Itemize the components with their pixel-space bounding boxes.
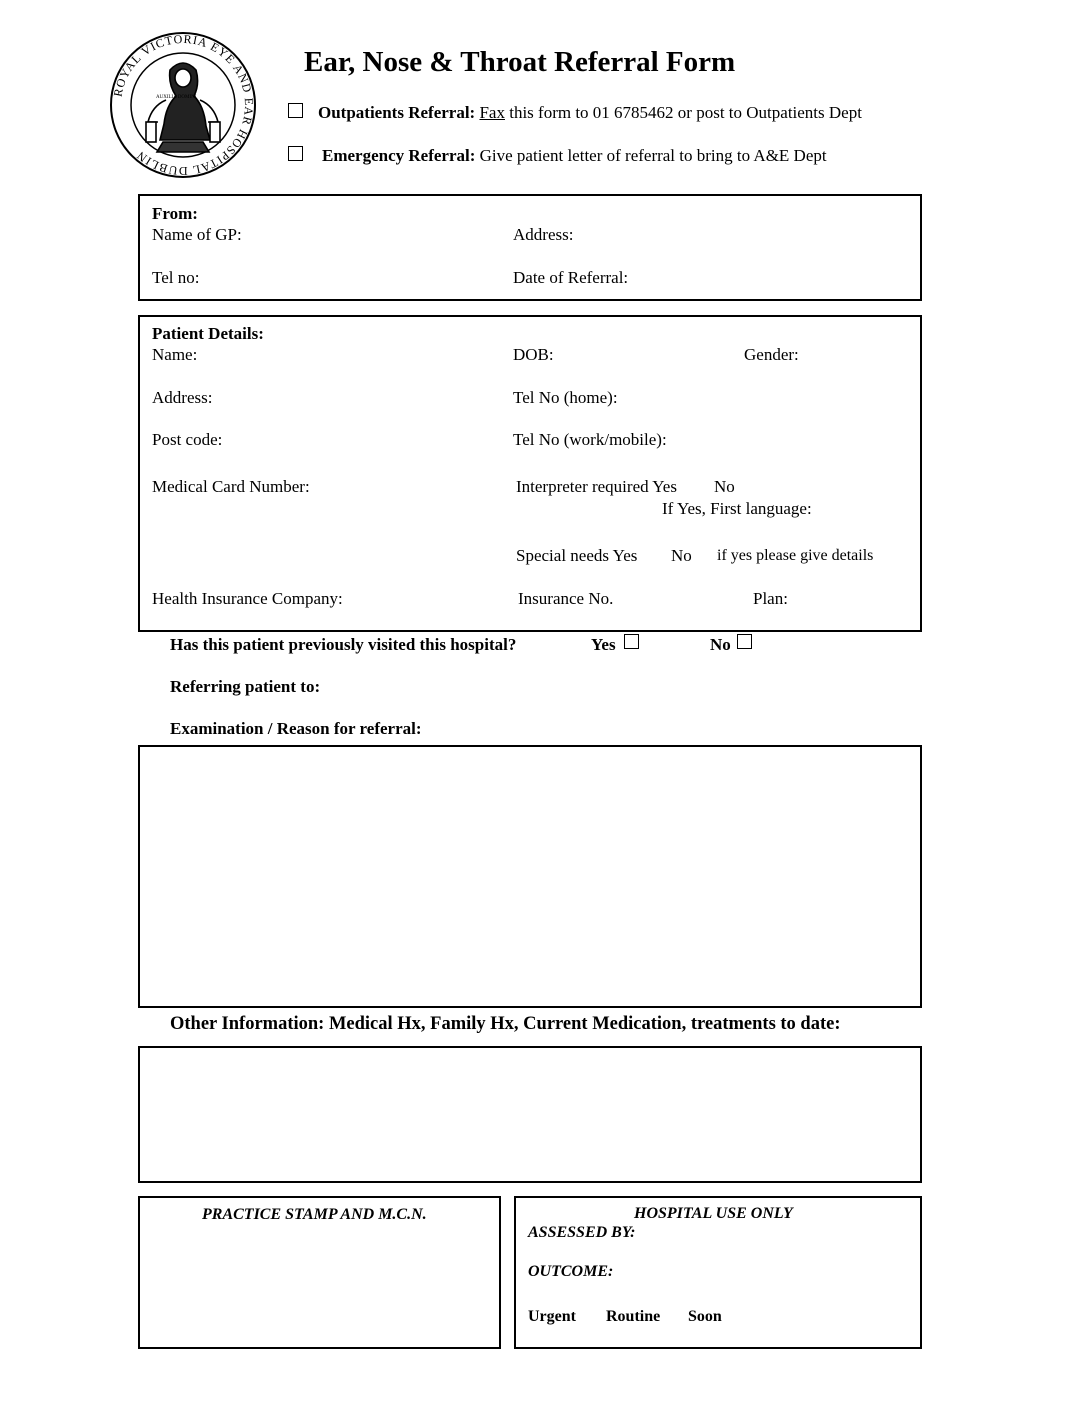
patient-address-label: Address: xyxy=(152,388,213,407)
hospital-seal-logo xyxy=(108,30,258,180)
interpreter-no-label: No xyxy=(714,477,735,496)
gp-address-label: Address: xyxy=(513,225,574,244)
emergency-referral-checkbox[interactable] xyxy=(288,146,303,166)
tel-home-label: Tel No (home): xyxy=(513,388,618,407)
emergency-referral-label: Emergency Referral: xyxy=(322,146,476,165)
examination-reason-field[interactable] xyxy=(138,745,922,1008)
hospital-use-only-heading: HOSPITAL USE ONLY xyxy=(634,1205,793,1222)
other-information-label: Other Information: Medical Hx, Family Hx, Current Medication, treatments to date: xyxy=(170,1014,841,1034)
outcome-routine[interactable]: Routine xyxy=(606,1308,661,1325)
emergency-referral-text xyxy=(322,147,827,164)
outpatients-referral-text xyxy=(318,104,862,121)
outpatients-referral-label: Outpatients Referral: xyxy=(318,103,476,122)
outpatients-referral-instructions: this form to 01 6785462 or post to Outpatients Dept xyxy=(504,103,862,122)
date-of-referral-label: Date of Referral: xyxy=(513,268,629,287)
dob-label: DOB: xyxy=(513,345,554,364)
form-title: Ear, Nose & Throat Referral Form xyxy=(304,46,736,78)
previous-visit-no-label: No xyxy=(710,635,731,654)
from-heading: From: xyxy=(152,204,198,223)
insurance-no-label: Insurance No. xyxy=(518,589,614,608)
special-needs-label: Special needs Yes xyxy=(516,546,638,565)
patient-name-label: Name: xyxy=(152,345,198,364)
health-insurance-label: Health Insurance Company: xyxy=(152,589,343,608)
special-needs-details-label: if yes please give details xyxy=(717,547,874,564)
plan-label: Plan: xyxy=(753,589,788,608)
outcome-urgent[interactable]: Urgent xyxy=(528,1308,576,1325)
assessed-by-label: ASSESSED BY: xyxy=(528,1224,636,1241)
interpreter-required-label: Interpreter required Yes xyxy=(516,477,677,496)
practice-stamp-label: PRACTICE STAMP AND M.C.N. xyxy=(202,1206,427,1223)
outcome-soon[interactable]: Soon xyxy=(688,1308,722,1325)
emergency-referral-instructions: Give patient letter of referral to bring to A&E Dept xyxy=(475,146,827,165)
name-of-gp-label: Name of GP: xyxy=(152,225,242,244)
gender-label: Gender: xyxy=(744,345,799,364)
previous-visit-yes-checkbox[interactable] xyxy=(624,634,639,654)
referring-patient-to-label: Referring patient to: xyxy=(170,677,321,696)
special-needs-no-label: No xyxy=(671,546,692,565)
gp-tel-label: Tel no: xyxy=(152,268,200,287)
post-code-label: Post code: xyxy=(152,430,223,449)
medical-card-label: Medical Card Number: xyxy=(152,477,310,496)
previous-visit-yes-label: Yes xyxy=(591,635,616,654)
patient-details-heading: Patient Details: xyxy=(152,324,264,343)
examination-reason-label: Examination / Reason for referral: xyxy=(170,719,422,738)
fax-word: Fax xyxy=(479,103,505,122)
outcome-label: OUTCOME: xyxy=(528,1263,614,1280)
tel-work-label: Tel No (work/mobile): xyxy=(513,430,667,449)
previous-visit-no-checkbox[interactable] xyxy=(737,634,752,654)
other-information-field[interactable] xyxy=(138,1046,922,1183)
svg-text:ROYAL VICTORIA EYE AND EAR HOS: ROYAL VICTORIA EYE AND EAR HOSPITAL DUBLIN xyxy=(110,31,257,179)
first-language-label: If Yes, First language: xyxy=(662,499,812,518)
svg-text:AUXILIA DOMINI: AUXILIA DOMINI xyxy=(156,95,197,100)
outpatients-referral-checkbox[interactable] xyxy=(288,103,303,123)
previous-visit-question: Has this patient previously visited this hospital? xyxy=(170,635,517,654)
